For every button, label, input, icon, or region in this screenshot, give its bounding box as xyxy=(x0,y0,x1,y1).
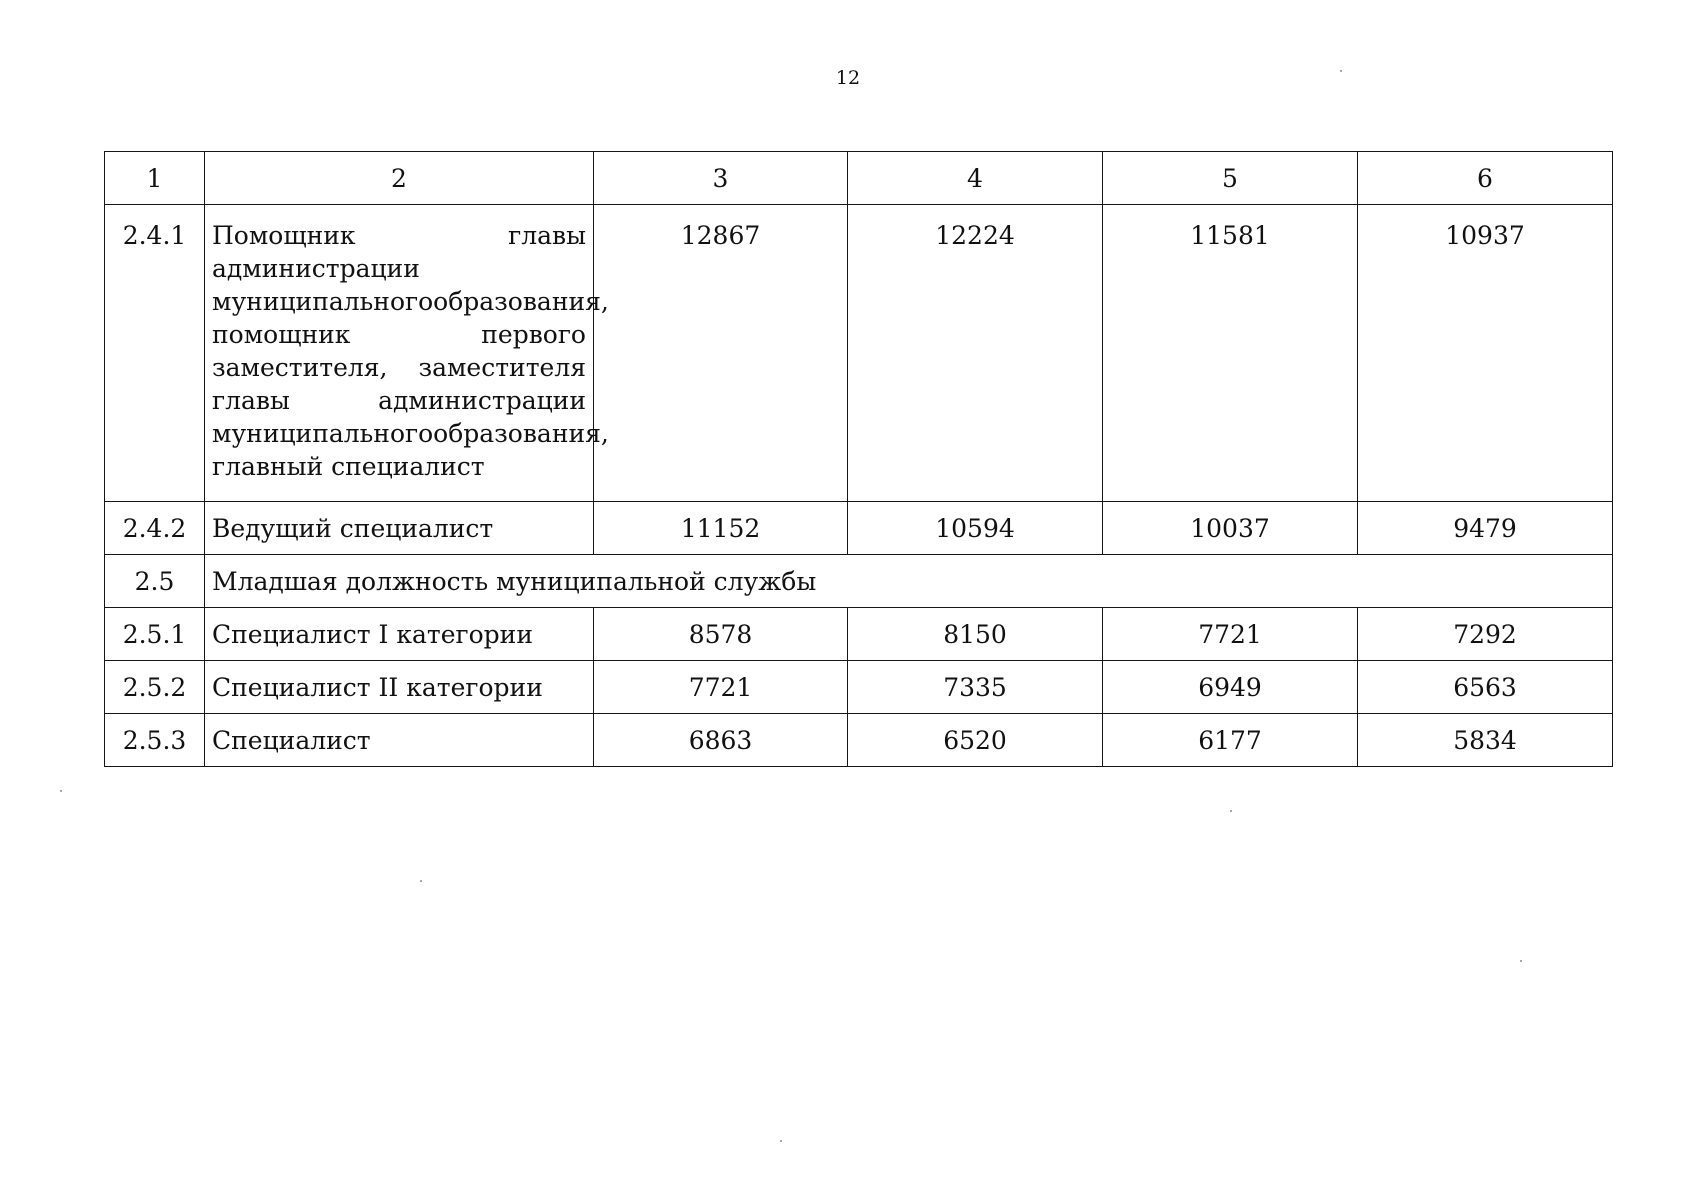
name-line xyxy=(212,351,586,384)
name-line xyxy=(212,318,586,351)
name-word: администрации xyxy=(378,386,586,415)
scan-speck xyxy=(60,790,62,792)
value-cell: 8578 xyxy=(594,608,848,661)
name-word: первого xyxy=(481,320,586,349)
name-line xyxy=(212,252,586,285)
value-cell: 8150 xyxy=(848,608,1103,661)
table-row xyxy=(105,661,1613,714)
name-word: главы xyxy=(212,386,290,415)
name-line xyxy=(212,450,586,483)
table-row xyxy=(105,714,1613,767)
value-cell: 7292 xyxy=(1358,608,1613,661)
section-title: Младшая должность муниципальной службы xyxy=(205,555,1613,608)
position-name: Специалист I категории xyxy=(205,608,594,661)
name-word: главный специалист xyxy=(212,452,485,481)
value-cell: 7721 xyxy=(1103,608,1358,661)
column-header: 1 xyxy=(105,152,205,205)
name-line xyxy=(212,417,609,450)
value-cell: 10037 xyxy=(1103,502,1358,555)
scan-speck xyxy=(1230,810,1232,812)
row-code: 2.4.1 xyxy=(105,205,205,502)
position-name: Специалист II категории xyxy=(205,661,594,714)
row-code: 2.5.2 xyxy=(105,661,205,714)
value-cell: 7335 xyxy=(848,661,1103,714)
table-row xyxy=(105,608,1613,661)
scan-speck xyxy=(420,880,422,882)
name-word: муниципального xyxy=(212,419,434,448)
value-cell: 6949 xyxy=(1103,661,1358,714)
row-code: 2.5.3 xyxy=(105,714,205,767)
name-word: помощник xyxy=(212,320,351,349)
page-number: 12 xyxy=(835,67,861,89)
row-code: 2.4.2 xyxy=(105,502,205,555)
column-header: 5 xyxy=(1103,152,1358,205)
section-row xyxy=(105,555,1613,608)
column-header: 2 xyxy=(205,152,594,205)
value-cell: 5834 xyxy=(1358,714,1613,767)
column-header: 4 xyxy=(848,152,1103,205)
name-line xyxy=(212,384,586,417)
name-word: администрации xyxy=(212,254,420,283)
scan-speck xyxy=(1520,960,1522,962)
name-word: заместителя xyxy=(418,353,586,382)
value-cell: 12867 xyxy=(594,205,848,502)
value-cell: 6520 xyxy=(848,714,1103,767)
value-cell: 6863 xyxy=(594,714,848,767)
table-row xyxy=(105,205,1613,502)
table-header-row xyxy=(105,152,1613,205)
name-line xyxy=(212,219,586,252)
column-header: 6 xyxy=(1358,152,1613,205)
scan-speck xyxy=(1340,70,1342,72)
name-word: муниципального xyxy=(212,287,434,316)
name-word: образования, xyxy=(433,419,609,448)
scan-speck xyxy=(780,1140,782,1142)
name-word: главы xyxy=(508,221,586,250)
table-row xyxy=(105,502,1613,555)
position-name xyxy=(205,205,609,502)
position-name: Ведущий специалист xyxy=(205,502,594,555)
name-word: заместителя, xyxy=(212,353,388,382)
name-line xyxy=(212,285,609,318)
column-header: 3 xyxy=(594,152,848,205)
position-name: Специалист xyxy=(205,714,594,767)
value-cell: 11581 xyxy=(1103,205,1358,502)
value-cell: 10937 xyxy=(1358,205,1613,502)
value-cell: 10594 xyxy=(848,502,1103,555)
value-cell: 12224 xyxy=(848,205,1103,502)
name-word: Помощник xyxy=(212,221,356,250)
value-cell: 6177 xyxy=(1103,714,1358,767)
value-cell: 9479 xyxy=(1358,502,1613,555)
value-cell: 11152 xyxy=(594,502,848,555)
row-code: 2.5.1 xyxy=(105,608,205,661)
salary-table xyxy=(104,151,1613,767)
value-cell: 7721 xyxy=(594,661,848,714)
name-word: образования, xyxy=(433,287,609,316)
row-code: 2.5 xyxy=(105,555,205,608)
value-cell: 6563 xyxy=(1358,661,1613,714)
